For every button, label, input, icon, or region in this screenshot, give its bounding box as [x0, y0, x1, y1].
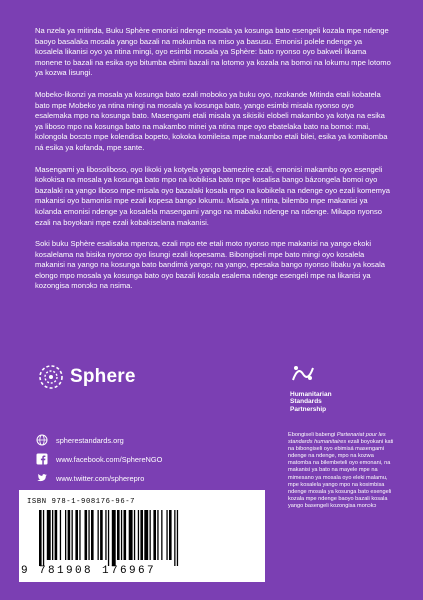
note-intro: Ebongiseli babengi	[288, 432, 337, 438]
twitter-link[interactable]: www.twitter.com/spherepro	[56, 473, 145, 483]
facebook-icon	[36, 453, 48, 465]
hsp-line: Partnership	[290, 405, 327, 413]
sphere-emblem-icon	[36, 362, 66, 392]
website-row	[36, 433, 162, 447]
barcode-panel	[19, 490, 265, 582]
hsp-logo	[290, 362, 332, 413]
sphere-logo	[36, 362, 136, 392]
partnership-note	[288, 432, 396, 510]
hsp-line: Standards	[290, 398, 322, 406]
barcode-digits: 9 781908 176967	[21, 565, 157, 577]
barcode-icon	[25, 510, 259, 566]
paragraph: Masengami ya libosoliboso, oyo likoki ya kotyela yango bamezire ezali, emonisi makambo oyo esengeli kokokisa na mosala ya kosunga bato mpo na kobikisa bato mpe kosalisa bango bázongela bomoi oyo bazalaki na yango liboso mpe misala oyo bazalaki kosala mpo na kobikela na ndenge oyo ezali komemya makanisi oyo bamonisi mpe ezali kopesa bango lokumu. Misala ya ntina, bilembo mpe makanisi ya kolanda emonisi ndenge ya kosalela masengami yango na mabaku ndenge na ndenge. Mikapo nyonso ezali na boyokani mpe ezali kobakiselana makanisi.	[35, 164, 391, 227]
paragraph: Soki buku Sphère esalisaka mpenza, ezali mpo ete etali moto nyonso mpe makanisi na yango ekoki kosalelama na bisika nyonso oyo lisungi ezali kopesama. Bibongiseli mpe bato mingi oyo kosalela makanisi na yango na kosunga bato bandimá yango; na yango, epesaka bango nyonso libaku ya kosala elongo mpo mosala ya kosunga bato oyo bazali kosala esalema ndenge esengeli mpe na likanisi ya kozongisa monɔkɔ na nsima.	[35, 239, 385, 291]
note-partnership-name: Partenariat pour les standards humanitaires	[288, 432, 386, 446]
social-links	[36, 433, 162, 490]
facebook-row	[36, 452, 162, 466]
note-body: ezali boyokani kati na bibongiseli oyo ebimisá masengami ndenge na ndenge, mpo na kozwa matomba na bilembeteli oyo emonani, na makanisi ya bato na mayele mpe na mimesano ya mosala oyo eleki malamu, mpe kosalela yango mpo na kosimbisa ndenge mosala ya kosunga bato esengeli kozala mpe ndenge baoyo bazali kosala yango basengeli kozongisa monɔkɔ	[288, 439, 394, 509]
back-cover-text	[35, 26, 391, 303]
hsp-line: Humanitarian	[290, 391, 332, 398]
website-link[interactable]: spherestandards.org	[56, 435, 124, 445]
hsp-emblem-icon	[290, 362, 316, 384]
facebook-link[interactable]: www.facebook.com/SphereNGO	[56, 454, 163, 464]
globe-icon	[36, 434, 48, 446]
twitter-row	[36, 471, 162, 485]
paragraph: Na nzela ya mitinda, Buku Sphère emonisi ndenge mosala ya kosunga bato esengeli kozala mpe ndenge baoyo basalaka mosala yango bazali na mokumba na miso ya basusu. Emonisi polele ndenge ya kosalela likanisi oyo ya ntina mingi, oyo esimbi mosala ya Sphère: bato nyonso oyo bakweli likama monene to bazali na esika oyo bitumba ebimi bazali na lotomo ya kozala na bomoi na lokumu mpe lotomo ya kozwa lisungi.	[35, 26, 391, 78]
sphere-wordmark: Sphere	[70, 366, 136, 387]
twitter-icon	[36, 472, 48, 484]
logo-row	[0, 352, 423, 412]
paragraph: Mobeko-likonzi ya mosala ya kosunga bato ezali moboko ya buku oyo, nzokande Mitinda etali kobatela bato mpe Mobeko ya ntina mingi na mosala ya kosunga bato, yango esimbi misala nyonso oyo esalemaka mpo na kosunga bato. Masengami etali misala ya sikisiki elobeli makambo ya kotya na esika ya liboso mpo na kosunga bato na makambo minei ya ntina mpe oyo ebatelaka bato na bomoi: mai, kolongola bosɔtɔ mpe kolendisa bopeto, kokoka komileisa mpe makambo etali bilei, esika ya komibomba ná esika ya kofanda, mpe sante.	[35, 89, 388, 152]
isbn-label: ISBN 978-1-908176-96-7	[27, 498, 136, 506]
